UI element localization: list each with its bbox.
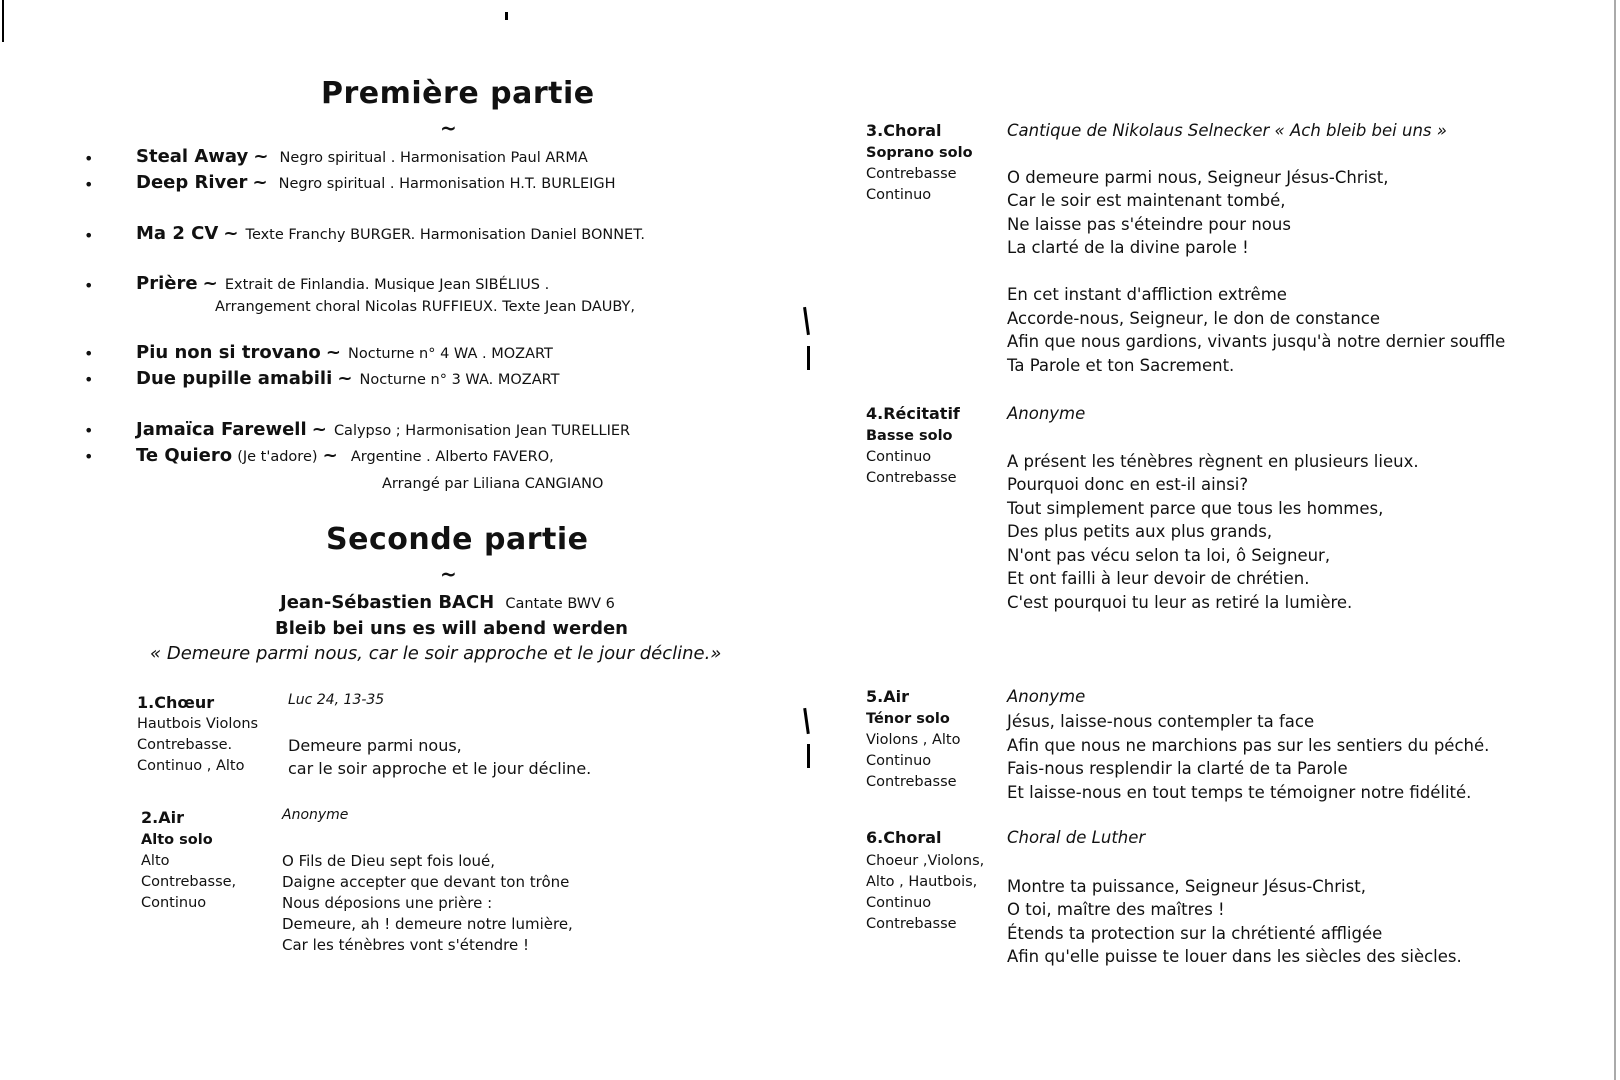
soloist: Basse solo [866,428,953,444]
lyric-line: Des plus petits aux plus grands, [1007,522,1273,541]
piece-title: Prière [136,273,198,294]
tilde-separator: ~ [223,223,239,244]
movement-source: Anonyme [282,807,349,823]
movement-label: 5.Air [866,687,909,706]
bullet-icon: • [84,370,94,389]
instrument-line: Contrebasse [866,166,957,182]
piece-description: Negro spiritual . Harmonisation H.T. BURLEIGH [278,176,616,192]
movement-label: 1.Chœur [137,693,215,712]
instrument-line: Contrebasse. [137,737,233,753]
bullet-icon: • [84,226,94,245]
piece-title: Due pupille amabili [136,368,333,389]
cantata-number: Cantate BWV 6 [505,596,615,612]
lyric-line: O demeure parmi nous, Seigneur Jésus-Christ, [1007,168,1389,187]
lyric-line: Pourquoi donc en est-il ainsi? [1007,475,1249,494]
tilde-separator: ~ [325,342,341,363]
lyric-line: Demeure parmi nous, [288,736,462,755]
piece-title: Ma 2 CV [136,223,219,244]
lyric-line: Fais-nous resplendir la clarté de ta Parole [1007,759,1348,778]
lyric-line: Afin que nous gardions, vivants jusqu'à notre dernier souffle [1007,332,1506,351]
lyric-line: En cet instant d'affliction extrême [1007,285,1287,304]
lyric-line: Accorde-nous, Seigneur, le don de constance [1007,309,1381,328]
fold-mark-3 [803,708,810,734]
lyric-line: Nous déposions une prière : [282,894,493,912]
instrument-line: Continuo [866,449,932,465]
lyric-line: Tout simplement parce que tous les hommes, [1007,499,1384,518]
piece-description-line2: Arrangement choral Nicolas RUFFIEUX. Texte Jean DAUBY, [215,299,636,315]
movement-source: Cantique de Nikolaus Selnecker « Ach bleib bei uns » [1007,121,1447,140]
lyric-line: Afin que nous ne marchions pas sur les sentiers du péché. [1007,736,1490,755]
movement-source: Luc 24, 13-35 [288,692,385,708]
tilde-separator: ~ [322,445,338,466]
piece-description: Nocturne n° 4 WA . MOZART [348,346,553,362]
cantata-title: Bleib bei uns es will abend werden [275,618,628,639]
scan-mark-right-edge [1614,0,1616,1080]
instrument-line: Alto [141,853,170,869]
instrument-line: Contrebasse [866,774,957,790]
instrument-line: Contrebasse [866,470,957,486]
tilde-separator: ~ [311,419,327,440]
piece-title: Jamaïca Farewell [136,419,307,440]
tilde-separator: ~ [337,368,353,389]
instrument-line: Hautbois Violons [137,716,259,732]
part2-heading: Seconde partie [326,522,589,557]
instrument-line: Continuo [866,895,932,911]
lyric-line: Ne laisse pas s'éteindre pour nous [1007,215,1291,234]
movement-label: 3.Choral [866,121,942,140]
movement-source: Choral de Luther [1007,828,1146,847]
piece-description: Nocturne n° 3 WA. MOZART [359,372,560,388]
instrument-line: Continuo , Alto [137,758,245,774]
tilde-separator: ~ [252,172,268,193]
tilde-separator: ~ [253,146,269,167]
movement-label: 2.Air [141,808,184,827]
bullet-icon: • [84,344,94,363]
instrument-line: Continuo [866,753,932,769]
lyric-line: Ta Parole et ton Sacrement. [1007,356,1235,375]
piece-title: Steal Away [136,146,249,167]
instrument-line: Continuo [866,187,932,203]
bullet-icon: • [84,421,94,440]
soloist: Alto solo [141,832,213,848]
instrument-line: Alto , Hautbois, [866,874,978,890]
piece-title: Deep River [136,172,248,193]
cantata-translation: « Demeure parmi nous, car le soir approche et le jour décline.» [150,643,722,664]
lyric-line: Montre ta puissance, Seigneur Jésus-Christ, [1007,877,1366,896]
lyric-line: car le soir approche et le jour décline. [288,759,592,778]
part1-tilde: ~ [440,116,457,140]
scan-mark-left-edge [2,0,4,42]
lyric-line: Étends ta protection sur la chrétienté affligée [1007,924,1383,943]
bullet-icon: • [84,276,94,295]
piece-description: Calypso ; Harmonisation Jean TURELLIER [333,423,631,439]
part2-tilde: ~ [440,562,457,586]
tilde-separator: ~ [202,273,218,294]
lyric-line: Car les ténèbres vont s'étendre ! [282,936,529,954]
lyric-line: O toi, maître des maîtres ! [1007,900,1225,919]
bullet-icon: • [84,447,94,466]
piece-subtitle: (Je t'adore) [237,449,318,465]
lyric-line: Afin qu'elle puisse te louer dans les siècles des siècles. [1007,947,1462,966]
piece-description: Extrait de Finlandia. Musique Jean SIBÉLIUS . [224,277,550,293]
lyric-line: Demeure, ah ! demeure notre lumière, [282,915,573,933]
instrument-line: Choeur ,Violons, [866,853,985,869]
lyric-line: La clarté de la divine parole ! [1007,238,1249,257]
lyric-line: A présent les ténèbres règnent en plusieurs lieux. [1007,452,1419,471]
piece-description: Texte Franchy BURGER. Harmonisation Daniel BONNET. [245,227,645,243]
fold-mark-2 [807,346,810,370]
lyric-line: Et ont failli à leur devoir de chrétien. [1007,569,1310,588]
movement-source: Anonyme [1007,404,1086,423]
instrument-line: Violons , Alto [866,732,961,748]
lyric-line: Jésus, laisse-nous contempler ta face [1007,712,1315,731]
piece-description: Negro spiritual . Harmonisation Paul ARMA [279,150,588,166]
scan-mark-top [505,12,508,20]
piece-title: Piu non si trovano [136,342,321,363]
fold-mark-1 [803,307,810,335]
piece-description-line2: Arrangé par Liliana CANGIANO [382,476,604,492]
lyric-line: Car le soir est maintenant tombé, [1007,191,1286,210]
piece-description: Argentine . Alberto FAVERO, [350,449,554,465]
lyric-line: O Fils de Dieu sept fois loué, [282,852,496,870]
composer-name: Jean-Sébastien BACH [280,592,495,613]
cantata-header [280,592,615,613]
lyric-line: N'ont pas vécu selon ta loi, ô Seigneur, [1007,546,1331,565]
piece-title: Te Quiero [136,445,233,466]
instrument-line: Continuo [141,895,207,911]
movement-source: Anonyme [1007,687,1086,706]
movement-label: 4.Récitatif [866,404,960,423]
bullet-icon: • [84,175,94,194]
fold-mark-4 [807,744,810,768]
lyric-line: Daigne accepter que devant ton trône [282,873,570,891]
soloist: Ténor solo [866,711,950,727]
movement-label: 6.Choral [866,828,942,847]
instrument-line: Contrebasse [866,916,957,932]
part1-heading: Première partie [321,76,595,111]
soloist: Soprano solo [866,145,973,161]
lyric-line: Et laisse-nous en tout temps te témoigner notre fidélité. [1007,783,1472,802]
instrument-line: Contrebasse, [141,874,237,890]
lyric-line: C'est pourquoi tu leur as retiré la lumière. [1007,593,1353,612]
bullet-icon: • [84,149,94,168]
